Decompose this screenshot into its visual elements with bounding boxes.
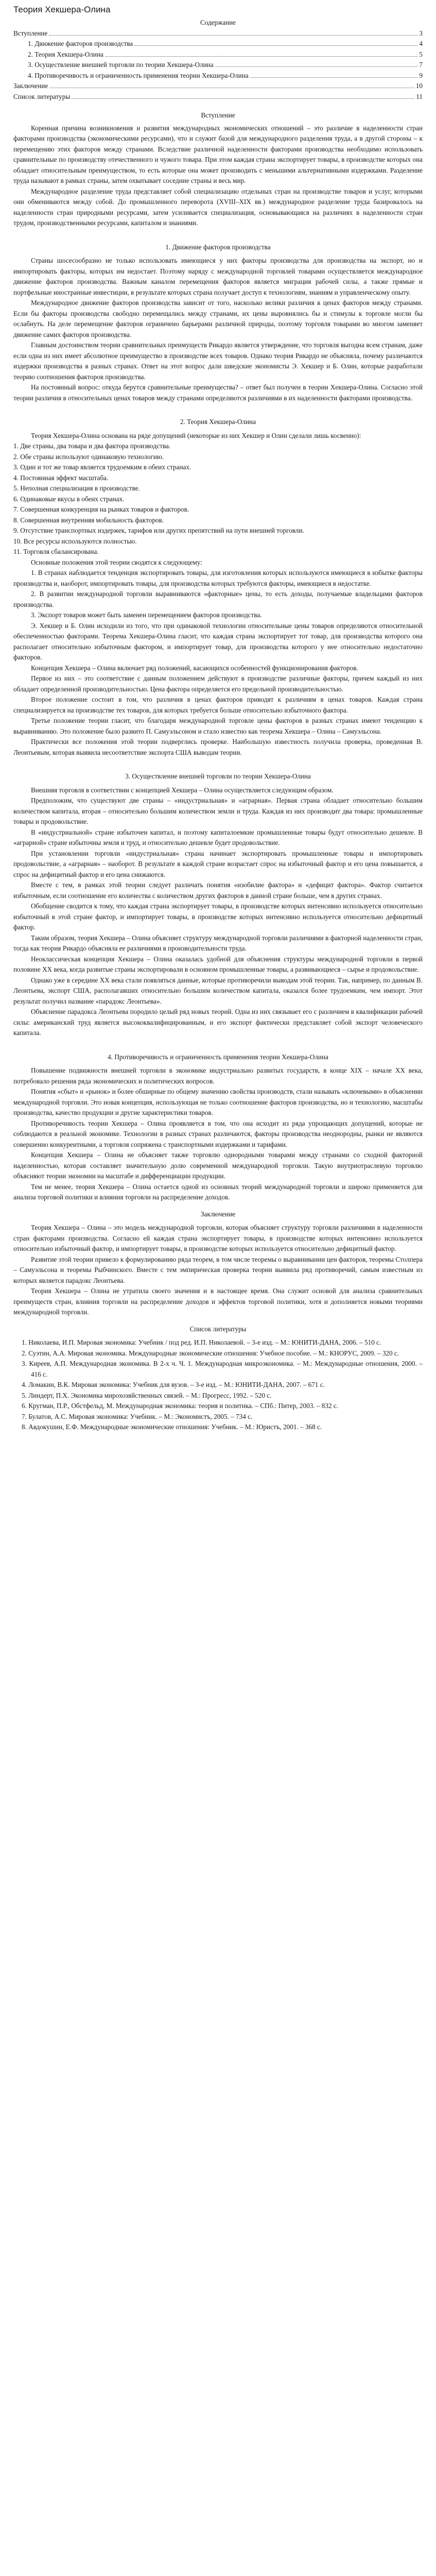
reference-item: 8. Авдокушин, Е.Ф. Международные экономические отношения: Учебник. – М.: Юристъ, 2001. – 368 с. [22,1423,322,1431]
reference-item: 1. Николаева, И.П. Мировая экономика: Учебник / под ред. И.П. Николаевой. – 3-е изд. – М.: ЮНИТИ-ДАНА, 2006. – 510 с. [22,1338,381,1346]
toc-item[interactable] [13,39,423,49]
list-item: 7. Совершенная конкуренция на рынках товаров и факторов. [13,505,189,513]
paragraph: Вместе с тем, в рамках этой теории следует различать понятия «изобилие фактора» и «дефицит фактора». Фактор считается избыточным, если соотношение его количества с количеством других факторов в данной стране больше, чем в других странах. [13,881,423,900]
paragraph: Однако уже в середине XX века стали появляться данные, которые противоречили выводам этой теории. Так, например, по данным В. Леонтьева, экспорт США, располагавших относительно большим количеством капитала, оказался более трудоемким, чем импорт. Этот результат получил название «парадокс Леонтьева». [13,976,423,1005]
toc-item-label: Заключение [13,82,48,90]
reference-item: 2. Суэтин, А.А. Мировая экономика. Международные экономические отношения: Учебное пособие. – М.: КНОРУС, 2009. – 320 с. [22,1349,399,1357]
paragraph: Обобщение сводится к тому, что каждая страна экспортирует товары, в производстве которых интенсивно используется относительно избыточный в этой стране фактор, и импортирует товары, в производстве которых интенсивно используется относительно дефицитный фактор. [13,902,423,931]
reference-item: 3. Киреев, А.П. Международная экономика. В 2-х ч. Ч. 1. Международная микроэкономика. – М.: Международные отношения, 2000. – 416 с. [22,1360,423,1378]
section1-body [13,256,423,403]
section3-heading: 3. Осуществление внешней торговли по теории Хекшера-Олина [125,772,311,780]
paragraph: В «индустриальной» стране избыточен капитал, и поэтому капиталоемкие промышленные товары будут относительно дешевле. В «аграрной» стране избыточны земля и труд, и относительно дешевле будет продовольствие. [13,828,423,846]
paragraph: Теория Хекшера – Олина не утратила своего значения и в настоящее время. Она служит основой для анализа сравнительных преимуществ стран, влияния торговли на распределение доходов и эффектов торговой политики, хотя и дополняется новыми теориями международной торговли. [13,1287,423,1316]
paragraph: Развитие этой теории привело к формулированию ряда теорем, в том числе теоремы о выравнивании цен факторов, теоремы Столпера – Самуэльсона и теоремы Рыбчинского. Вместе с тем эмпирическая проверка теории выявила ряд противоречий, самым известным из которых является парадокс Леонтьева. [13,1255,423,1284]
paragraph: Главным достоинством теории сравнительных преимуществ Рикардо является утверждение, что торговля выгодна всем странам, даже если одна из них имеет абсолютное преимущество в производстве всех товаров. Однако теория Рикардо не объясняла, почему различаются издержки производства в разных странах. Ответ на этот вопрос дали шведские экономисты Э. Хекшер и Б. Олин, которые разработали теорию соотношения факторов производства. [13,341,423,381]
paragraph: Таким образом, теория Хекшера – Олина объясняет структуру международной торговли различиями в факторной наделенности стран, тогда как теория Рикардо объясняла ее различиями в производительности труда. [13,934,423,952]
paragraph: Страны шосесообразно не только использовать имеющиеся у них факторы производства для производства на экспорт, но и импортировать факторы, которых им недостает. Поэтому наряду с международной торговлей товарами осуществляется международное движение факторов производства. Важным каналом перемещения факторов является миграция рабочей силы, а также прямые и портфельные иностранные инвестиции, в результате которых страна получает доступ к технологиям, знаниям и управленческому опыту. [13,257,423,296]
intro-heading: Вступление [201,111,235,119]
assumptions-list [13,441,423,557]
paragraph: Теория Хекшера-Олина основана на ряде допущений (некоторые из них Хекшер и Олин сделали лишь косвенно): [31,431,361,439]
toc-item[interactable] [13,81,423,92]
references-list [13,1337,423,1433]
paragraph: Предположим, что существуют две страны – «индустриальная» и «аграрная». Первая страна обладает относительно большим количеством капитала, вторая – относительно большим количеством земли и труда. Каждая из них производит два товара: промышленные товары и продовольствие. [13,796,423,825]
toc-dot-leader [134,45,417,46]
paragraph: Концепция Хекшера – Олина включает ряд положений, касающихся особенностей функционирования факторов. [31,664,358,672]
paragraph: 2. В развитии международной торговли выравниваются «факторные» цены, то есть доходы, получаемые владельцами факторов производства. [13,590,423,608]
list-item: 5. Неполная специализация в производстве. [13,484,140,492]
paragraph: 3. Экспорт товаров может быть заменен перемещением факторов производства. [31,611,262,619]
paragraph: Внешняя торговля в соответствии с концепцией Хекшера – Олина осуществляется следующим образом. [31,786,334,794]
reference-item: 7. Булатов, А.С. Мировая экономика: Учебник. – М.: Экономистъ, 2005. – 734 с. [22,1412,253,1420]
section3-body [13,785,423,1039]
toc-item-label: Список литературы [13,92,71,100]
toc-item-page: 3 [419,29,423,37]
paragraph: Третье положение теории гласит, что благодаря международной торговле цены факторов в разных странах имеют тенденцию к выравниванию. Это положение было развито П. Самуэльсоном и стало известно как теорема Хекшера – Олина – Самуэльсона. [13,717,423,735]
list-item: 3. Один и тот же товар является трудоемким в обеих странах. [13,463,191,471]
toc-heading: Содержание [200,19,236,26]
paragraph: Тем не менее, теория Хекшера – Олина остается одной из основных теорий международной торговли и широко применяется для анализа торговой политики и влияния торговли на распределение доходов. [13,1182,423,1201]
list-item: 2. Обе страны используют одинаковую технологию. [13,452,164,461]
paragraph: При установлении торговли «индустриальная» страна начинает экспортировать промышленные товары и импортировать продовольствие, а «аграрная» – наоборот. В результате в каждой стране возрастает спрос на избыточный фактор и его цена повышается, а спрос на дефицитный фактор и его цена снижаются. [13,849,423,878]
reference-item: 4. Ломакин, В.К. Мировая экономика: Учебник для вузов. – 3-е изд. – М.: ЮНИТИ-ДАНА, 2007. – 671 с. [22,1381,325,1388]
list-item: 11. Торговля сбалансирована. [13,548,99,555]
toc-item-page: 9 [419,71,423,79]
toc-item-page: 11 [416,92,423,100]
paragraph: Концепция Хекшера – Олина не объясняет также торговлю однородными товарами между странами со сходной факторной наделенностью, которая составляет значительную долю современной международной торговли. Такую внутриотраслевую торговлю объясняют теории экономии на масштабе и дифференциации продукции. [13,1151,423,1180]
list-item: 10. Все ресурсы используются полностью. [13,537,137,545]
list-item: 8. Совершенная внутренняя мобильность факторов. [13,516,164,524]
toc-item-page: 4 [419,40,423,47]
paragraph: Международное разделение труда представляет собой специализацию отдельных стран на производстве товаров и услуг, которыми они обмениваются между собой. До промышленного переворота (XVIII–XIX вв.) международное разделение труда базировалось на наделенности стран природными ресурсами, затем усиливается специализация, основывающаяся на различиях в наделенности стран трудом, производственными ресурсами, капиталом и знаниями. [13,187,423,227]
paragraph: Первое из них – это соответствие с данным положением действуют в производстве различные факторы, причем каждый из них обладает определенной производительностью. Цена фактора определяется его предельной производительностью. [13,674,423,693]
document-title: Теория Хекшера-Олина [13,5,111,14]
section4-body [13,1065,423,1203]
list-item: 4. Постоянная эффект масштаба. [13,473,109,482]
paragraph: Второе положение состоит в том, что различия в ценах факторов приводят к различиям в ценах товаров. Каждая страна специализируется на производстве тех товаров, для которых требуется больше относительно избыточного фактора. [13,696,423,714]
paragraph: Э. Хекшер и Б. Олин исходили из того, что при одинаковой технологии относительные цены товаров определяются относительной обеспеченностью факторами. Теорема Хекшера-Олина гласит, что каждая страна экспортирует тот товар, для производства которого она располагает относительно избыточным фактором, и импортирует товар, для производства которого у нее относительно недостаточно факторов. [13,621,423,661]
table-of-contents [13,28,423,103]
toc-dot-leader [250,77,418,78]
toc-dot-leader [49,35,417,36]
section2-body [13,431,423,442]
intro-body [13,123,423,229]
paragraph: Объяснение парадокса Леонтьева породило целый ряд новых теорий. Одна из них связывает его с различием в квалификации рабочей силы: американский труд является высококвалифицированным, и его экспорт фактически представляет собой экспорт человеческого капитала. [13,1008,423,1037]
toc-item[interactable] [13,60,423,71]
conclusion-heading: Заключение [200,1210,236,1218]
toc-item-label: 3. Осуществление внешней торговли по теории Хекшера-Олина [28,61,214,69]
paragraph: Неоклассическая концепция Хекшера – Олина оказалась удобной для объяснения структуры международной торговли в первой половине XX века, когда развитые страны экспортировали в основном промышленные товары, а развивающиеся – сырье и продовольствие. [13,955,423,973]
paragraph: Коренная причина возникновения и развития международных экономических отношений – это различие в наделенности стран факторами производства (экономическими ресурсами), что и служит базой для международного разделения труда, а в другой стороны – к перемещению этих факторов между странами. Вследствие различной наделенности факторами производства необходимо использовать сравнительные по производству отечественного и чужого товара. При этом каждая страна экспортирует товары, в производстве которых она обладает относительным преимуществом, то есть которые она может производить с меньшими альтернативными издержками. Разделение труда называют в рамках страны, затем охватывает соседние страны и весь мир. [13,124,423,184]
paragraph: Международное движение факторов производства зависит от того, насколько велики различия в ценах факторов между странами. Если бы факторы производства свободно перемещались между странами, их цены выровнялись бы и стимулы к торговле могли бы ослабнуть. На деле перемещение факторов ограничено барьерами различной природы, поэтому торговля товарами во многом заменяет движение самих факторов производства. [13,299,423,338]
toc-dot-leader [72,98,414,99]
section2-after [13,557,423,758]
toc-item-page: 7 [419,61,423,69]
toc-item-label: 1. Движение факторов производства [28,40,133,47]
toc-dot-leader [215,66,418,67]
reference-item: 6. Кругман, П.Р., Обстфельд, М. Международная экономика: теория и политика. – СПб.: Питер, 2003. – 832 с. [22,1402,339,1410]
paragraph: На постоянный вопрос: откуда берутся сравнительные преимущества? – ответ был получен в теории Хекшера-Олина. Согласно этой теории различия в относительных ценах товаров между странами определяются различиями в их наделенности факторами производства. [13,383,423,402]
paragraph: Практически все положения этой теории подверглись проверке. Наибольшую известность получила проверка, проведенная В. Леонтьевым, которая выявила несоответствие экспорта США выводам теории. [13,738,423,756]
section2-heading: 2. Теория Хекшера-Олина [180,418,256,426]
section1-heading: 1. Движение факторов производства [165,243,271,251]
toc-item-label: Вступление [13,29,48,37]
conclusion-body [13,1223,423,1318]
toc-item[interactable] [13,49,423,60]
toc-item-label: 2. Теория Хекшера-Олина [28,50,103,58]
toc-item-page: 5 [419,50,423,58]
reference-item: 5. Линдерт, П.Х. Экономика мирохозяйственных связей. – М.: Прогресс, 1992. – 520 с. [22,1391,272,1399]
paragraph: Теория Хекшера – Олина – это модель международной торговли, которая объясняет структуру торговли различиями в наделенности стран факторами производства. Согласно ей каждая страна экспортирует товары, в производстве которых интенсивно используется относительно избыточный фактор, и импортирует товары, в производстве которых используется относительно дефицитный фактор. [13,1224,423,1252]
list-item: 1. Две страны, два товара и два фактора производства. [13,442,171,450]
paragraph: Понятия «сбыт» и «рынок» и более обширные по общему значению свойства производств, стали называть «ключевыми» в объяснении международной торговли. Это новая концепция, использующая не только соотношение факторов производства, но и технологию, масштабы производства, качество продукции и другие характеристики товаров. [13,1088,423,1116]
list-item: 6. Одинаковые вкусы в обеих странах. [13,495,125,503]
paragraph: Противоречивость теории Хекшера – Олина проявляется в том, что она исходит из ряда упрощающих допущений, которые не соблюдаются в реальной экономике. Технологии в разных странах различаются, факторы производства неоднородны, рынки не являются совершенно конкурентными, а торговля сопряжена с транспортными издержками и тарифами. [13,1119,423,1148]
toc-item[interactable] [13,92,423,103]
references-heading: Список литературы [189,1325,247,1333]
paragraph: 1. В странах наблюдается тенденция экспортировать товары, для изготовления которых используются имеющиеся в избытке факторы производства и, наоборот, импортировать товары, для производства которых требуются факторы, имеющиеся в недостатке. [13,569,423,587]
toc-item[interactable] [13,28,423,39]
toc-item-page: 10 [415,82,423,90]
toc-item[interactable] [13,71,423,81]
paragraph: Повышение подвижности внешней торговли в экономике индустриально развитых государств, в конце XIX – начале XX века, потребовало решения ряда экономических и политических вопросов. [13,1066,423,1085]
list-item: 9. Отсутствие транспортных издержек, тарифов или других препятствий на пути внешней торговли. [13,527,304,534]
toc-item-label: 4. Противоречивость и ограниченность применения теории Хекшера-Олина [28,71,249,79]
toc-dot-leader [105,56,418,57]
paragraph: Основные положения этой теории сводятся к следующему: [31,558,202,566]
section4-heading: 4. Противоречивость и ограниченность применения теории Хекшера-Олина [108,1053,328,1061]
